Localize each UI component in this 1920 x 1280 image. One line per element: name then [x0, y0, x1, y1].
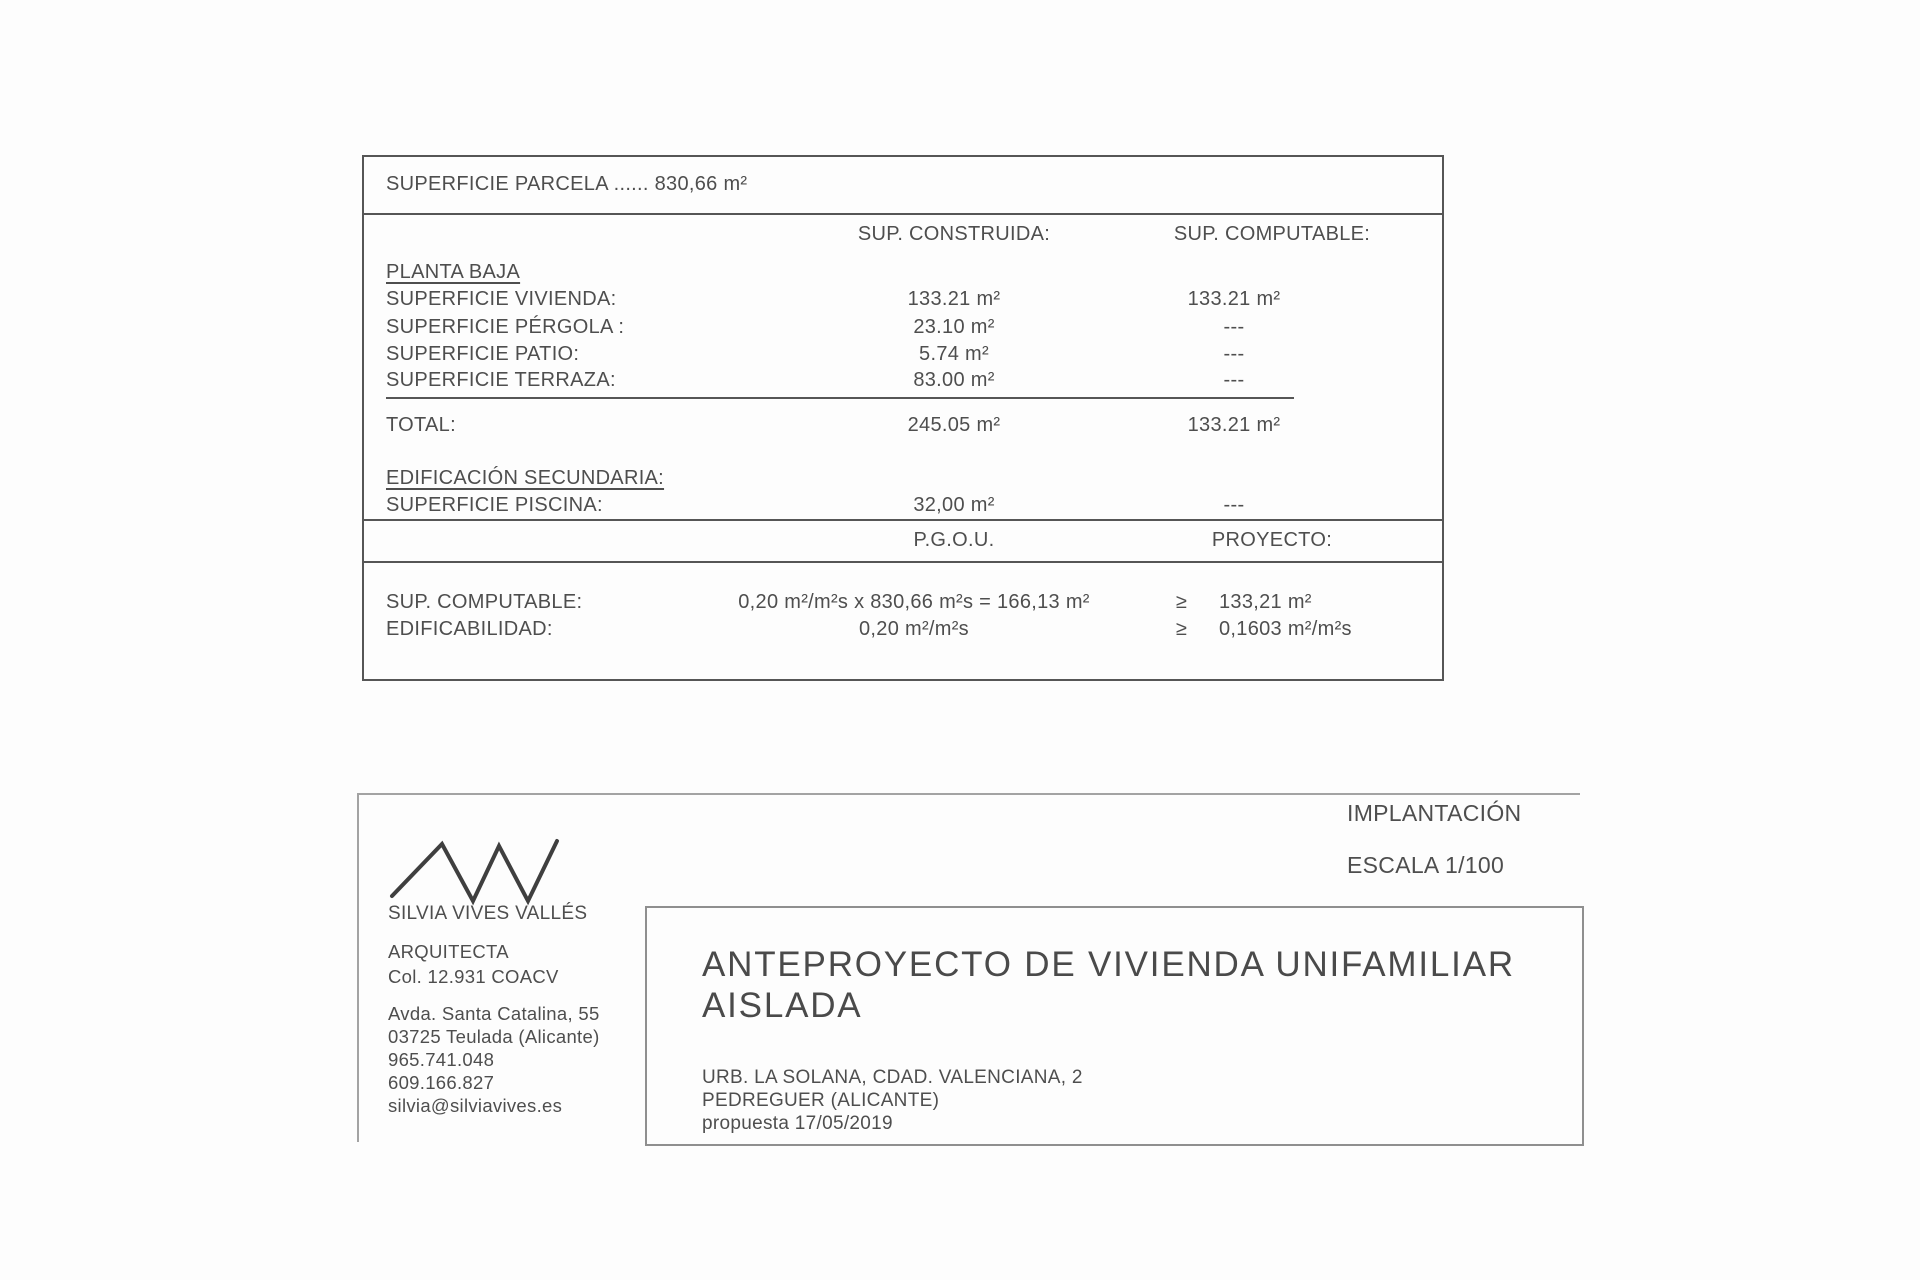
project-date: propuesta 17/05/2019 [702, 1113, 893, 1134]
project-title-box [645, 906, 1584, 1146]
proyecto-header: PROYECTO: [1211, 529, 1333, 551]
formula-label: EDIFICABILIDAD: [386, 618, 553, 640]
row-label: SUPERFICIE TERRAZA: [386, 369, 616, 391]
formula-expression: 0,20 m²/m²s [859, 618, 969, 640]
subtotal-rule [386, 397, 1294, 399]
zigzag-logo [388, 834, 564, 908]
row-construida: 133.21 m² [907, 288, 1001, 310]
divider-parcela [364, 213, 1442, 215]
section-heading-planta-baja: PLANTA BAJA [386, 261, 521, 283]
table-row [364, 494, 1442, 521]
architect-license: Col. 12.931 COACV [388, 966, 559, 987]
band-bottom-rule [364, 561, 1442, 563]
table-row [364, 316, 1442, 343]
project-title-line1: ANTEPROYECTO DE VIVIENDA UNIFAMILIAR [702, 945, 1515, 984]
formula-operator: ≥ [1176, 618, 1188, 640]
project-title [702, 944, 1515, 1026]
row-computable: --- [1223, 316, 1245, 338]
architect-address-line2: 03725 Teulada (Alicante) [388, 1026, 600, 1047]
parcela-row [364, 173, 1442, 200]
total-construida: 245.05 m² [907, 414, 1001, 436]
column-headers-row [364, 223, 1442, 250]
architect-email: silvia@silviavives.es [388, 1095, 563, 1116]
row-construida: 32,00 m² [913, 494, 995, 516]
table-row [364, 343, 1442, 370]
row-label: SUPERFICIE PISCINA: [386, 494, 603, 516]
architect-phone2: 609.166.827 [388, 1072, 495, 1093]
col-header-computable: SUP. COMPUTABLE: [1173, 223, 1371, 245]
formula-label: SUP. COMPUTABLE: [386, 591, 583, 613]
row-label: SUPERFICIE VIVIENDA: [386, 288, 617, 310]
row-construida: 83.00 m² [913, 369, 995, 391]
architect-address-line1: Avda. Santa Catalina, 55 [388, 1003, 600, 1024]
pgou-header: P.G.O.U. [913, 529, 995, 551]
table-row [364, 288, 1442, 315]
titleblock-left-rule [357, 793, 359, 1142]
titleblock-top-rule [357, 793, 1580, 795]
sheet-name: IMPLANTACIÓN [1347, 800, 1522, 826]
project-address-line2: PEDREGUER (ALICANTE) [702, 1090, 940, 1111]
formula-value: 133,21 m² [1219, 591, 1312, 613]
col-header-construida: SUP. CONSTRUIDA: [857, 223, 1051, 245]
formula-row [364, 591, 1442, 618]
formula-expression: 0,20 m²/m²s x 830,66 m²s = 166,13 m² [738, 591, 1090, 613]
formula-row [364, 618, 1442, 645]
table-row [364, 369, 1442, 396]
total-row [364, 414, 1442, 441]
row-label: SUPERFICIE PÉRGOLA : [386, 316, 625, 338]
row-label: SUPERFICIE PATIO: [386, 343, 580, 365]
formula-operator: ≥ [1176, 591, 1188, 613]
surface-area-table [362, 155, 1444, 681]
project-address-line1: URB. LA SOLANA, CDAD. VALENCIANA, 2 [702, 1067, 1083, 1088]
band-top-rule [364, 519, 1442, 521]
parcela-text: SUPERFICIE PARCELA ...... 830,66 m² [386, 173, 748, 195]
architect-name: SILVIA VIVES VALLÉS [388, 903, 588, 924]
row-computable: --- [1223, 494, 1245, 516]
project-address [702, 1066, 1083, 1135]
row-computable: --- [1223, 369, 1245, 391]
row-computable: 133.21 m² [1187, 288, 1281, 310]
pgou-proyecto-band [364, 529, 1442, 556]
project-title-line2: AISLADA [702, 986, 863, 1025]
total-computable: 133.21 m² [1187, 414, 1281, 436]
row-computable: --- [1223, 343, 1245, 365]
architect-phone1: 965.741.048 [388, 1049, 495, 1070]
architect-contact [388, 1002, 600, 1117]
sheet-scale: ESCALA 1/100 [1347, 852, 1505, 878]
architect-role: ARQUITECTA [388, 941, 509, 962]
row-construida: 23.10 m² [913, 316, 995, 338]
section-heading-secundaria: EDIFICACIÓN SECUNDARIA: [386, 467, 665, 489]
total-label: TOTAL: [386, 414, 456, 436]
formula-value: 0,1603 m²/m²s [1219, 618, 1352, 640]
row-construida: 5.74 m² [919, 343, 989, 365]
